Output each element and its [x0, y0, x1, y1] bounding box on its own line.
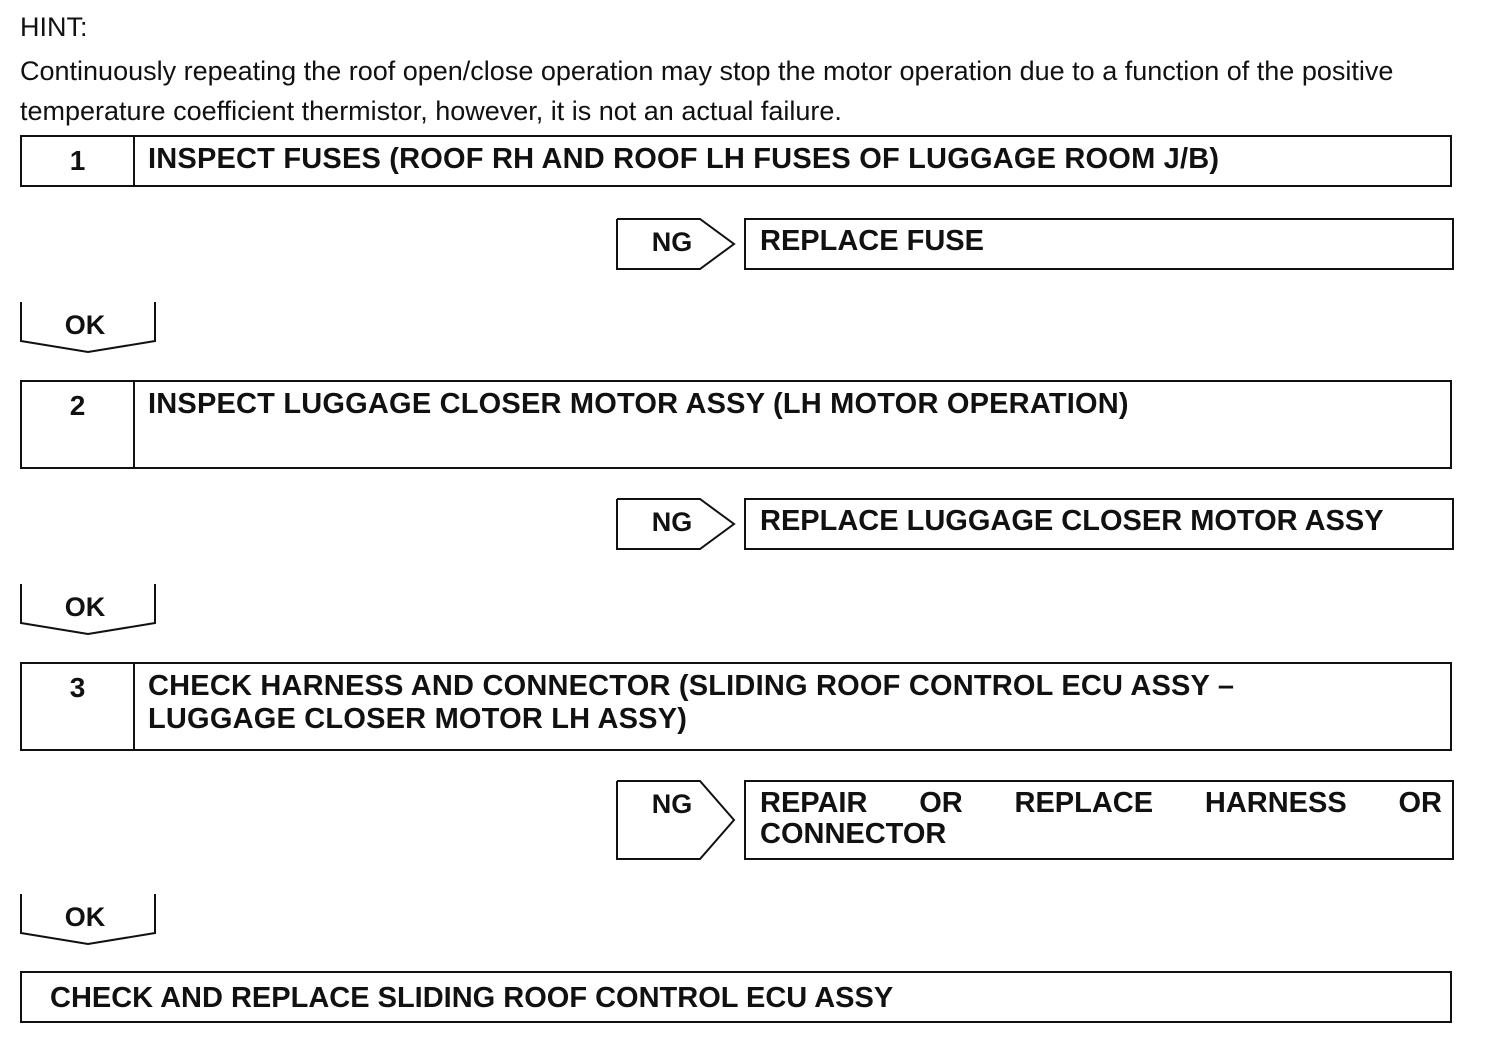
step-2-number: 2: [22, 382, 135, 467]
step-1-ok-label: OK: [64, 310, 106, 340]
step-1-ng-action-box: [744, 218, 1454, 270]
step-3-ng-action-line-2: CONNECTOR: [760, 818, 947, 850]
step-3-ng-label: NG: [651, 789, 693, 819]
step-2-ng-action: REPLACE LUGGAGE CLOSER MOTOR ASSY: [760, 505, 1384, 537]
step-1-box: [20, 135, 1452, 187]
step-3-ng-branch: [616, 780, 1454, 860]
step-3-title-line-1: CHECK HARNESS AND CONNECTOR (SLIDING ROOF CONTROL ECU ASSY –: [148, 670, 1235, 702]
hint-text: Continuously repeating the roof open/close operation may stop the motor operation due to a function of the positive temperature coefficient thermistor, however, it is not an actual failure.: [20, 56, 1394, 126]
step-1-title: INSPECT FUSES (ROOF RH AND ROOF LH FUSES OF LUGGAGE ROOM J/B): [148, 143, 1220, 175]
step-2-title: INSPECT LUGGAGE CLOSER MOTOR ASSY (LH MOTOR OPERATION): [148, 388, 1129, 420]
step-3-ng-action-line-1: REPAIR OR REPLACE HARNESS OR: [760, 787, 1442, 819]
step-1-number: 1: [22, 137, 135, 185]
step-3-ok-tab: [20, 893, 157, 945]
step-2-ng-branch: [616, 498, 1454, 550]
step-2-ok-label: OK: [64, 592, 106, 622]
step-3-title: [148, 670, 1440, 736]
step-2-ng-action-box: [744, 498, 1454, 550]
step-1-ng-action: REPLACE FUSE: [760, 225, 984, 257]
final-action-box: [20, 971, 1452, 1023]
step-3-ng-action: [760, 788, 1442, 850]
step-2-ok-tab: [20, 583, 157, 635]
final-action-text: CHECK AND REPLACE SLIDING ROOF CONTROL ECU ASSY: [50, 982, 894, 1014]
step-1-ng-label: NG: [651, 227, 693, 257]
step-3-ok-label: OK: [64, 902, 106, 932]
step-3-number: 3: [22, 664, 135, 749]
step-2-ng-label: NG: [651, 507, 693, 537]
hint-label: HINT:: [20, 12, 88, 42]
step-3-ng-action-box: [744, 780, 1454, 860]
step-2-box: [20, 380, 1452, 469]
step-1-ng-branch: [616, 218, 1454, 270]
step-3-title-line-2: LUGGAGE CLOSER MOTOR LH ASSY): [148, 703, 688, 735]
step-3-box: [20, 662, 1452, 751]
step-1-ok-tab: [20, 301, 157, 353]
